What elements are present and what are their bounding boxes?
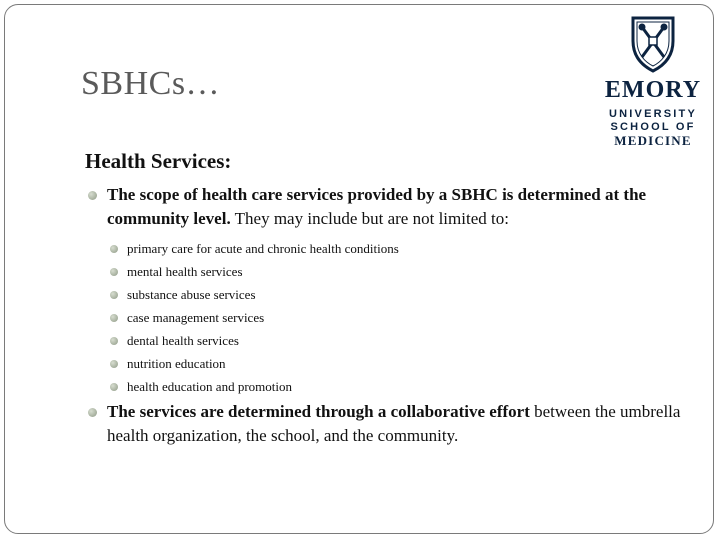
logo-medicine-text: MEDICINE: [614, 133, 692, 148]
bullet-collaborative: [85, 400, 685, 448]
bullet-scope-bold: The scope of health care services provided by a SBHC is determined at the community level.: [107, 185, 647, 228]
bullet-dot-icon: [110, 360, 118, 368]
bullet-dot-icon: [110, 337, 118, 345]
logo-university-text: UNIVERSITY: [608, 108, 697, 120]
bullet-dot-icon: [110, 291, 118, 299]
list-item: [85, 329, 685, 352]
list-item-text: health education and promotion: [127, 379, 292, 394]
list-item-text: case management services: [127, 310, 265, 325]
bullet-dot-icon: [88, 191, 97, 200]
bullet-collaborative-bold: The services are determined through a collaborative effort: [107, 402, 530, 421]
slide-frame: [4, 4, 714, 534]
list-item: [85, 306, 685, 329]
list-item: [85, 260, 685, 283]
bullet-dot-icon: [88, 408, 97, 417]
emory-logo: [603, 15, 703, 148]
logo-school-text: SCHOOL OF: [610, 121, 696, 133]
slide-content: [85, 183, 685, 448]
list-item: [85, 237, 685, 260]
bullet-dot-icon: [110, 268, 118, 276]
list-item: [85, 375, 685, 398]
bullet-dot-icon: [110, 383, 118, 391]
list-item-text: nutrition education: [127, 356, 226, 371]
section-heading: Health Services:: [85, 149, 232, 173]
slide-title: SBHCs…: [81, 65, 221, 102]
list-item: [85, 352, 685, 375]
list-item-text: primary care for acute and chronic health conditions: [127, 241, 399, 256]
services-list: [85, 237, 685, 398]
bullet-scope: [85, 183, 685, 231]
list-item-text: mental health services: [127, 264, 243, 279]
emory-shield-icon: [629, 15, 677, 73]
list-item-text: dental health services: [127, 333, 239, 348]
bullet-scope-text: They may include but are not limited to:: [230, 209, 509, 228]
bullet-dot-icon: [110, 245, 118, 253]
bullet-collaborative-text: between the umbrella health organization, the school, and the community.: [107, 402, 681, 445]
list-item: [85, 283, 685, 306]
list-item-text: substance abuse services: [127, 287, 256, 302]
logo-emory-text: EMORY: [604, 77, 702, 103]
bullet-dot-icon: [110, 314, 118, 322]
